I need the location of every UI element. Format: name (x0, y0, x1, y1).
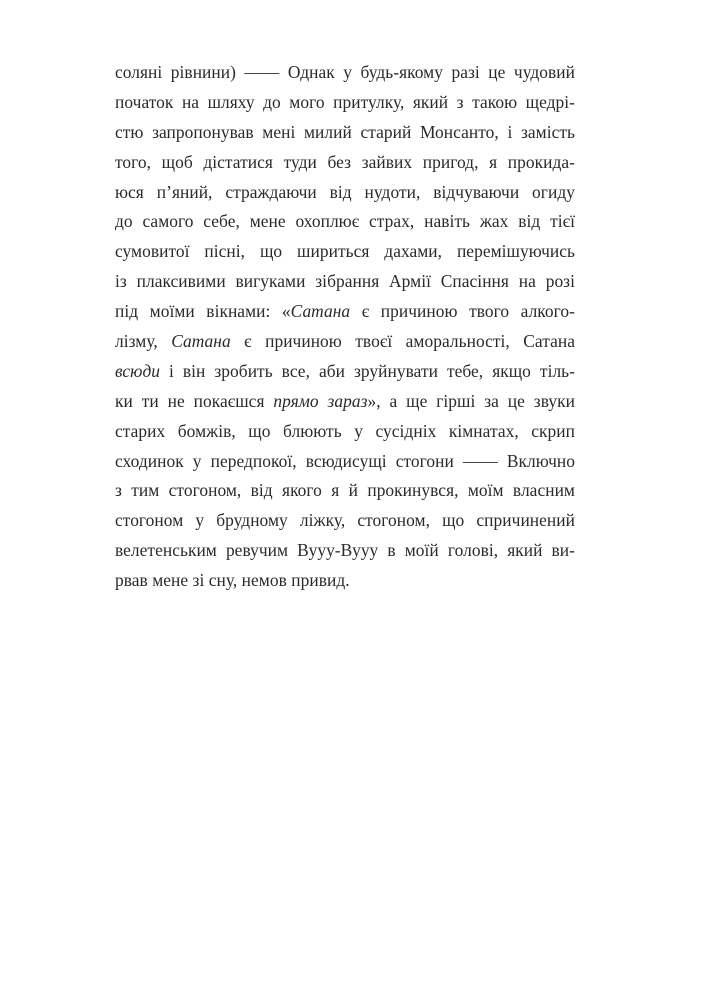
italic-text: прямо зараз (273, 390, 368, 411)
text-segment: початок на шляху до мого притулку, який з такою щедрі- (115, 91, 575, 112)
text-segment: із плаксивими вигуками зібрання Армії Спасіння на розі (115, 271, 575, 292)
text-line (115, 178, 575, 208)
body-text (115, 58, 575, 596)
text-segment: велетенським ревучим Вууу-Вууу в моїй голові, який ви- (115, 540, 575, 561)
text-segment: старих бомжів, що блюють у сусідніх кімнатах, скрип (115, 420, 575, 441)
italic-text: Сатана (290, 301, 351, 322)
text-line (115, 476, 575, 506)
text-segment: того, щоб дістатися туди без зайвих пригод, я прокида- (115, 151, 575, 172)
text-segment: рвав мене зі сну, немов привид. (115, 570, 350, 591)
text-segment: сумовитої пісні, що шириться дахами, перемішуючись (115, 241, 575, 262)
text-line (115, 566, 575, 596)
text-line (115, 417, 575, 447)
italic-text: всюди (115, 360, 161, 381)
text-line (115, 327, 575, 357)
text-segment: стю запропонував мені милий старий Монсанто, і замість (115, 121, 575, 142)
text-segment: є причиною твого алкого- (350, 301, 575, 322)
text-segment: є причиною твоєї аморальності, Сатана (230, 331, 575, 352)
text-segment: юся п’яний, страждаючи від нудоти, відчуваючи огиду (115, 181, 575, 202)
text-segment: стогоном у брудному ліжку, стогоном, що спричинений (115, 510, 575, 531)
text-line (115, 88, 575, 118)
text-segment: до самого себе, мене охоплює страх, навіть жах від тієї (115, 211, 575, 232)
text-line (115, 536, 575, 566)
text-line (115, 506, 575, 536)
text-line (115, 118, 575, 148)
text-segment: і він зробить все, аби зруйнувати тебе, якщо тіль- (160, 360, 575, 381)
text-line (115, 267, 575, 297)
text-segment: ки ти не покаєшся (115, 390, 274, 411)
text-line (115, 207, 575, 237)
text-line (115, 387, 575, 417)
text-segment: », а ще гірші за це звуки (367, 390, 575, 411)
text-line (115, 297, 575, 327)
text-line (115, 148, 575, 178)
italic-text: Сатана (171, 331, 231, 352)
text-segment: з тим стогоном, від якого я й прокинувся, моїм власним (115, 480, 575, 501)
text-segment: сходинок у передпокої, всюдисущі стогони —— Включно (115, 450, 575, 471)
text-segment: соляні рівнини) —— Однак у будь-якому разі це чудовий (115, 62, 575, 82)
text-segment: під моїми вікнами: « (115, 301, 291, 322)
text-line (115, 357, 575, 387)
text-line (115, 58, 575, 88)
text-segment: лізму, (115, 331, 172, 352)
text-line (115, 237, 575, 267)
text-line (115, 447, 575, 477)
